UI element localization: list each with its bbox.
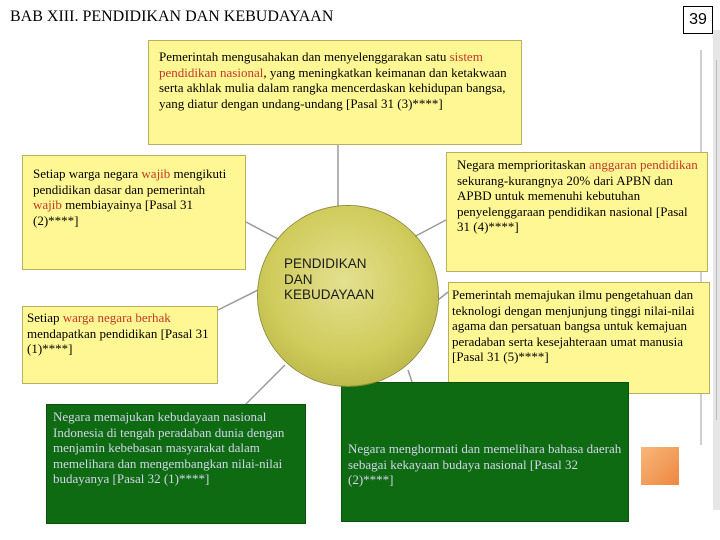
hub-label-line: PENDIDIKAN [284, 256, 367, 271]
box-text: Setiap [27, 310, 63, 325]
box-text: Pemerintah mengusahakan dan menyelenggarakan satu [159, 49, 450, 64]
highlight-text: wajib [33, 197, 62, 213]
highlight-text: warga negara berhak [62, 310, 171, 325]
hub-label [284, 256, 374, 303]
box-national-culture [46, 404, 306, 524]
box-right-to-education [22, 306, 218, 384]
box-text: , yang meningkatkan keimanan dan ketakwaan serta akhlak mulia dalam rangka mencerdaskan kehidupan bangsa, yang diatur dengan undang-undang [Pasal 31 (3)****] [159, 64, 507, 111]
box-text: membiayainya [Pasal 31 (2)****] [33, 197, 193, 228]
box-text: mendapatkan pendidikan [Pasal 31 (1)****] [27, 325, 209, 357]
box-text: sekurang-kurangnya 20% dari APBN dan APBD untuk memenuhi kebutuhan penyelenggaraan pendidikan nasional [Pasal 31 (4)****] [457, 172, 688, 235]
slide-title: BAB XIII. PENDIDIKAN DAN KEBUDAYAAN [10, 8, 334, 25]
box-text: Negara menghormati dan memelihara bahasa daerah sebagai kekayaan budaya nasional [Pasal 32 (2)****] [348, 441, 622, 488]
box-text: mengikuti pendidikan dasar dan pemerintah [33, 166, 227, 197]
box-regional-languages [341, 382, 629, 522]
highlight-text: anggaran pendidikan [589, 157, 698, 172]
box-text: Pemerintah memajukan ilmu pengetahuan dan teknologi dengan menjunjung tinggi nilai-nilai agama dan persatuan bangsa untuk kemajuan peradaban serta kesejahteraan umat manusia [Pasal 31 (5)****] [452, 287, 695, 365]
hub-label-line: DAN [284, 271, 313, 287]
highlight-text: sistem pendidikan nasional [159, 49, 483, 80]
connector-left-upper [246, 222, 280, 240]
box-compulsory-education [22, 155, 246, 270]
connector-left-middle [218, 290, 258, 310]
box-text: Setiap warga negara [33, 166, 142, 181]
box-text: Negara memprioritaskan [457, 157, 590, 172]
box-text: Negara memajukan kebudayaan nasional Indonesia di tengah peradaban dunia dengan menjamin kebebasan masyarakat dalam memelihara dan mengembangkan nilai-nilai budayanya [Pasal 32 (1)****] [53, 409, 285, 487]
connector-right-middle [438, 292, 448, 300]
connector-bottom-right [408, 370, 412, 382]
box-science-technology [448, 282, 710, 394]
box-education-budget [446, 152, 708, 272]
hub-label-line: KEBUDAYAAN [284, 287, 375, 303]
highlight-text: wajib [141, 166, 171, 181]
box-national-education-system [148, 40, 522, 145]
page-number: 39 [683, 6, 713, 34]
connector-right-upper [412, 220, 446, 238]
